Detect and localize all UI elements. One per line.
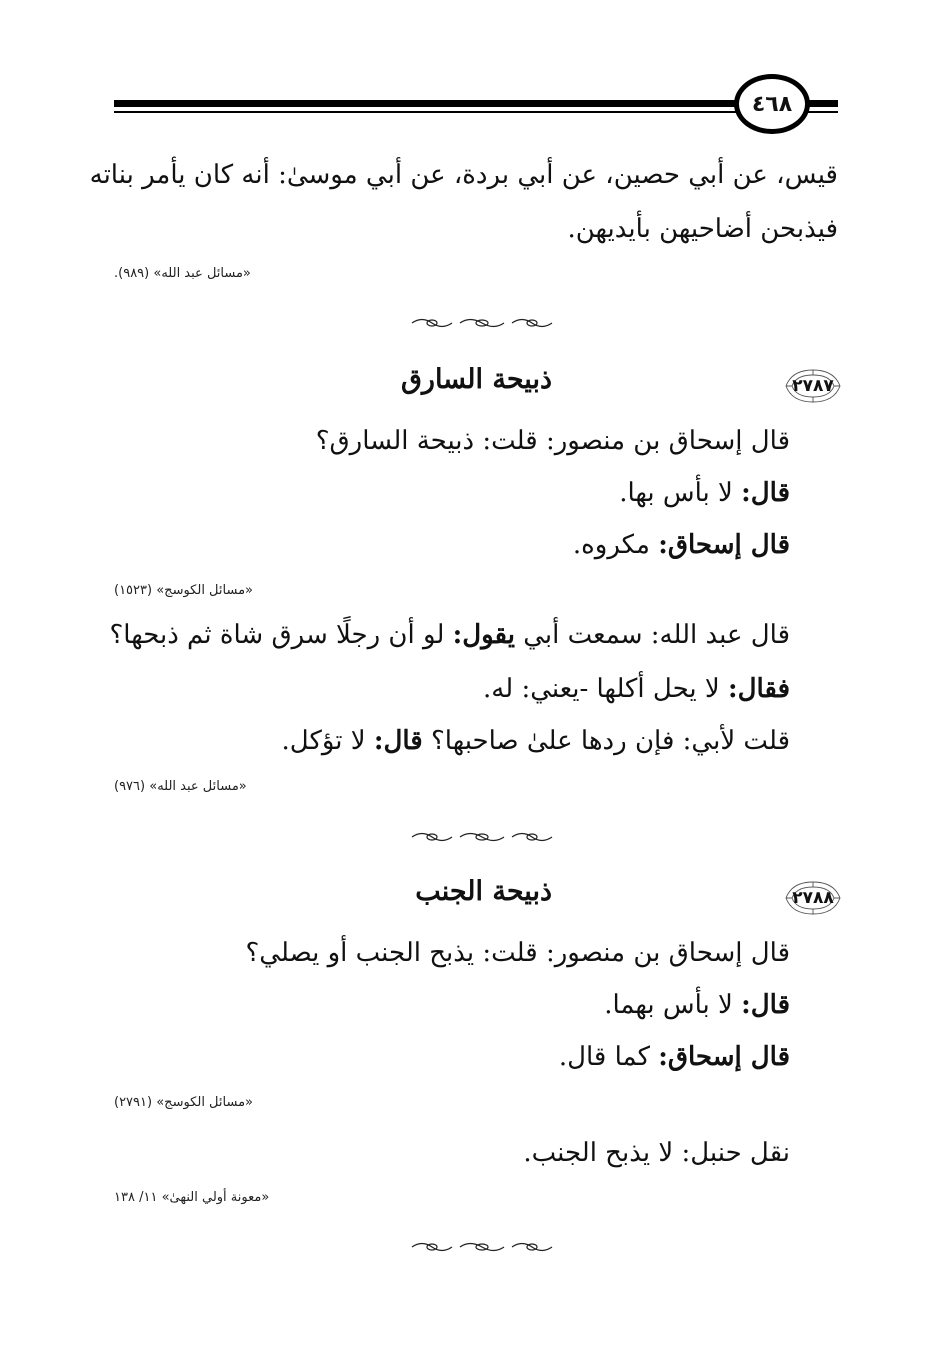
answer-paragraph: [619, 478, 790, 508]
question-text: قلت لأبي: فإن ردها علىٰ صاحبها؟: [430, 726, 790, 756]
ornament-divider-icon: [408, 1240, 556, 1254]
speaker-label: قال:: [741, 990, 790, 1020]
section-number: ٢٧٨٧: [792, 376, 834, 396]
answer-paragraph: [559, 1042, 790, 1072]
header-rule-thin: [114, 111, 736, 113]
speaker-label: قال:: [741, 478, 790, 508]
question-answer-paragraph: [282, 726, 790, 756]
page-number-badge: [734, 74, 810, 134]
ornament-divider-icon: [408, 830, 556, 844]
section-number: ٢٧٨٨: [792, 888, 834, 908]
answer-text: لا بأس بها.: [619, 478, 733, 508]
speaker-label: قال:: [373, 726, 423, 756]
section-number-badge: [782, 366, 844, 406]
narration-paragraph: نقل حنبل: لا يذبح الجنب.: [523, 1138, 790, 1168]
speaker-label: قال إسحاق:: [658, 1042, 790, 1072]
answer-text: لا يحل أكلها -يعني: له.: [483, 674, 720, 704]
citation: «معونة أولي النهىٰ» ١١/ ١٣٨: [114, 1190, 270, 1205]
answer-text: لا تؤكل.: [281, 726, 366, 756]
answer-paragraph: [483, 674, 790, 704]
header-rule-right-thin: [808, 111, 838, 113]
citation: «مسائل الكوسج» (٢٧٩١): [114, 1095, 253, 1110]
answer-text: كما قال.: [558, 1042, 650, 1072]
question-paragraph: قال إسحاق بن منصور: قلت: يذبح الجنب أو يصلي؟: [245, 938, 790, 968]
speaker-label: يقول:: [452, 620, 515, 650]
narration-text: قال عبد الله: سمعت أبي: [523, 620, 790, 650]
section-title: ذبيحة الجنب: [415, 876, 552, 907]
intro-line-1: قيس، عن أبي حصين، عن أبي بردة، عن أبي موسىٰ: أنه كان يأمر بناته: [89, 160, 838, 190]
speaker-label: قال إسحاق:: [658, 530, 790, 560]
section-title: ذبيحة السارق: [400, 364, 552, 395]
speaker-label: فقال:: [728, 674, 790, 704]
header-rule-thick: [114, 100, 736, 107]
narration-paragraph: [109, 620, 790, 650]
question-paragraph: قال إسحاق بن منصور: قلت: ذبيحة السارق؟: [315, 426, 790, 456]
narration-text: لو أن رجلًا سرق شاة ثم ذبحها؟: [109, 620, 445, 650]
intro-line-2: فيذبحن أضاحيهن بأيديهن.: [567, 214, 838, 244]
header-rule-right-thick: [808, 100, 838, 107]
answer-paragraph: [604, 990, 790, 1020]
page-number: ٤٦٨: [751, 91, 793, 117]
ornament-divider-icon: [408, 316, 556, 330]
intro-citation: «مسائل عبد الله» (٩٨٩).: [114, 266, 251, 281]
answer-paragraph: [573, 530, 790, 560]
answer-text: لا بأس بهما.: [604, 990, 733, 1020]
citation: «مسائل عبد الله» (٩٧٦): [114, 779, 247, 794]
citation: «مسائل الكوسج» (١٥٢٣): [114, 583, 253, 598]
section-number-badge: [782, 878, 844, 918]
answer-text: مكروه.: [572, 530, 650, 560]
